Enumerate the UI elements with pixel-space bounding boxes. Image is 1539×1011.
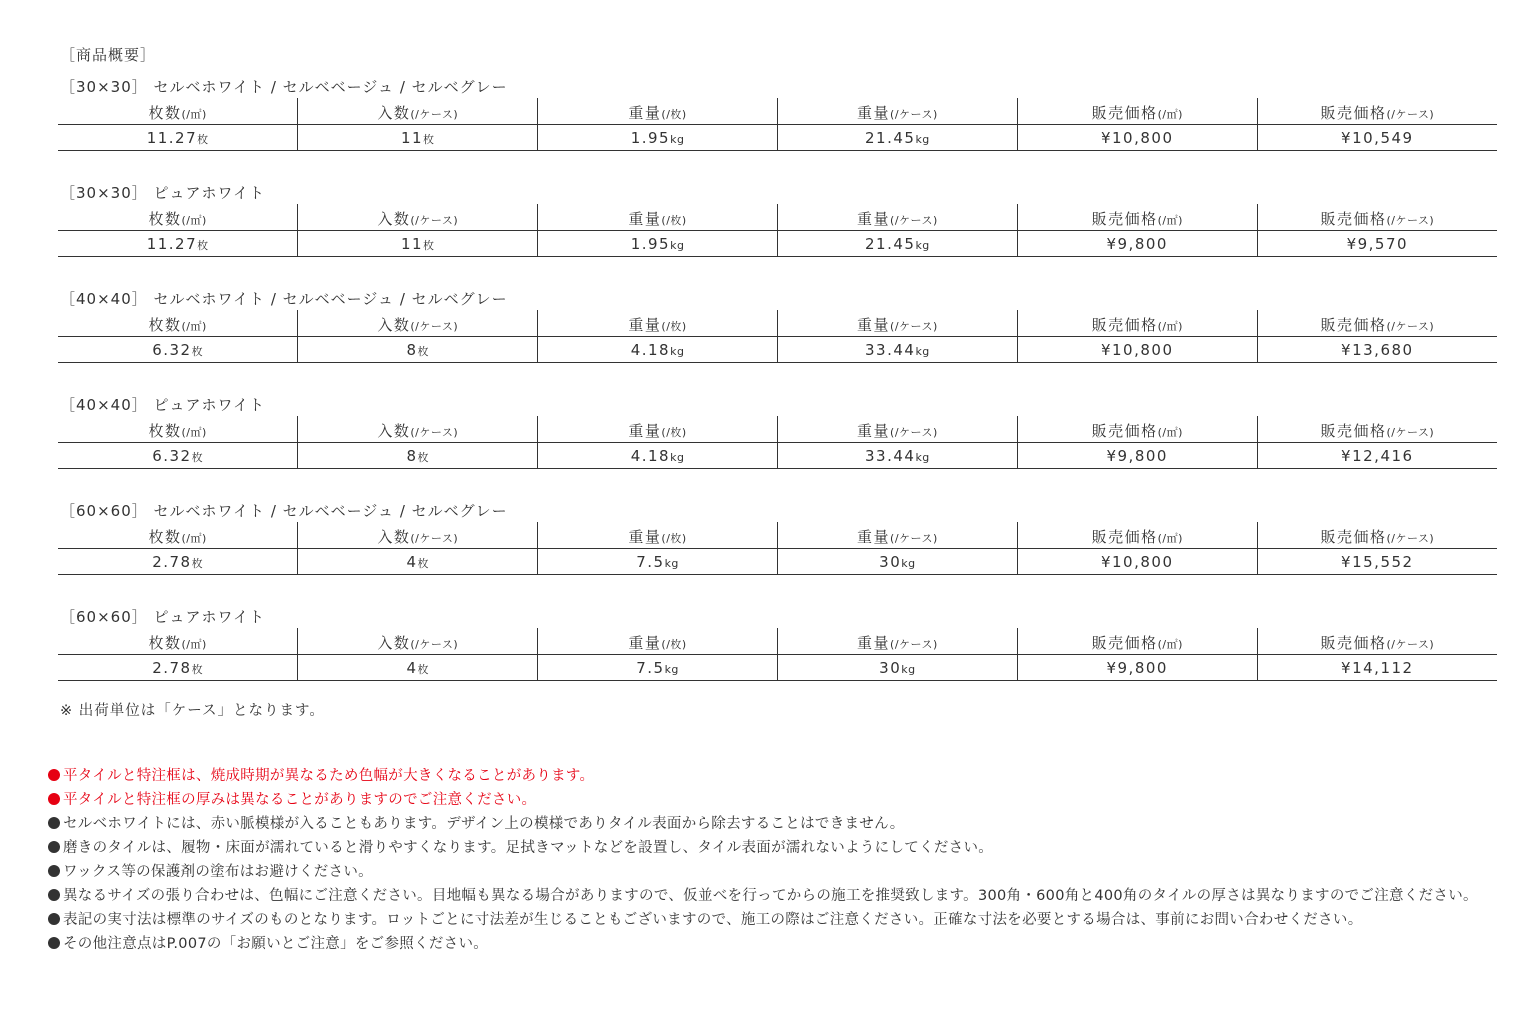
- value-cell: ¥15,552: [1257, 549, 1497, 575]
- value-cell: ¥9,800: [1017, 655, 1257, 681]
- header-cell: 販売価格(/㎡): [1017, 628, 1257, 655]
- header-cell: 枚数(/㎡): [148, 422, 207, 440]
- value-cell: 6.32枚: [58, 337, 298, 363]
- spec-section: [58, 394, 1497, 500]
- value-cell: 11枚: [298, 125, 538, 151]
- caution-item: 平タイルと特注框の厚みは異なることがありますのでご注意ください。: [48, 788, 1528, 812]
- value-cell: 4.18kg: [538, 337, 778, 363]
- header-cell: 入数(/ケース): [298, 310, 538, 337]
- header-row: [58, 522, 1497, 549]
- caution-item: ワックス等の保護剤の塗布はお避けください。: [48, 860, 1528, 884]
- red-bullet-icon: [48, 769, 60, 781]
- bullet-icon: [48, 817, 60, 829]
- value-cell: ¥10,549: [1257, 125, 1497, 151]
- header-cell: 販売価格(/㎡): [1017, 98, 1257, 125]
- header-cell: 重量(/枚): [538, 416, 778, 443]
- header-cell: 販売価格(/㎡): [1017, 522, 1257, 549]
- header-cell: 重量(/枚): [538, 522, 778, 549]
- spec-table: [58, 522, 1497, 575]
- header-cell: 枚数(/㎡): [148, 210, 207, 228]
- caution-item: その他注意点はP.007の「お願いとご注意」をご参照ください。: [48, 932, 1528, 956]
- header-cell: 販売価格(/ケース): [1257, 628, 1497, 655]
- section-title: ［30×30］ ピュアホワイト: [60, 184, 266, 202]
- value-cell: ¥9,800: [1017, 231, 1257, 257]
- caution-item: 異なるサイズの張り合わせは、色幅にご注意ください。目地幅も異なる場合がありますので、仮並べを行ってからの施工を推奨致します。300角・600角と400角のタイルの厚さは異なりますのでご注意ください。: [48, 884, 1528, 908]
- value-cell: ¥12,416: [1257, 443, 1497, 469]
- bullet-icon: [48, 889, 60, 901]
- value-cell: 4枚: [298, 655, 538, 681]
- value-cell: 1.95kg: [538, 231, 778, 257]
- section-title: ［60×60］ ピュアホワイト: [60, 608, 266, 626]
- value-row: [58, 443, 1497, 469]
- overview-title: ［商品概要］: [60, 46, 157, 64]
- header-cell: 枚数(/㎡): [148, 634, 207, 652]
- value-cell: 4枚: [298, 549, 538, 575]
- value-cell: 30kg: [777, 655, 1017, 681]
- header-cell: 重量(/枚): [538, 628, 778, 655]
- section-title: ［40×40］ ピュアホワイト: [60, 396, 266, 414]
- value-cell: 6.32枚: [58, 443, 298, 469]
- value-cell: ¥13,680: [1257, 337, 1497, 363]
- spec-sections: [58, 76, 1497, 712]
- bullet-icon: [48, 913, 60, 925]
- value-cell: 7.5kg: [538, 549, 778, 575]
- header-cell: 重量(/枚): [538, 310, 778, 337]
- header-cell: 入数(/ケース): [298, 628, 538, 655]
- value-cell: 11枚: [298, 231, 538, 257]
- value-row: [58, 125, 1497, 151]
- value-cell: 21.45kg: [777, 125, 1017, 151]
- header-row: [58, 416, 1497, 443]
- value-cell: 2.78枚: [58, 655, 298, 681]
- header-row: [58, 310, 1497, 337]
- value-cell: ¥9,800: [1017, 443, 1257, 469]
- header-cell: 販売価格(/㎡): [1017, 416, 1257, 443]
- spec-table: [58, 310, 1497, 363]
- value-cell: ¥14,112: [1257, 655, 1497, 681]
- header-cell: 重量(/ケース): [777, 522, 1017, 549]
- value-cell: ¥10,800: [1017, 337, 1257, 363]
- header-cell: 重量(/枚): [538, 204, 778, 231]
- bullet-icon: [48, 937, 60, 949]
- header-cell: 入数(/ケース): [298, 416, 538, 443]
- spec-table: [58, 628, 1497, 681]
- header-cell: 重量(/ケース): [777, 416, 1017, 443]
- caution-item: 平タイルと特注框は、焼成時期が異なるため色幅が大きくなることがあります。: [48, 764, 1528, 788]
- value-cell: 21.45kg: [777, 231, 1017, 257]
- value-row: [58, 549, 1497, 575]
- section-title: ［40×40］ セルベホワイト / セルベベージュ / セルベグレー: [60, 290, 508, 308]
- header-cell: 重量(/ケース): [777, 310, 1017, 337]
- value-cell: 7.5kg: [538, 655, 778, 681]
- value-cell: ¥10,800: [1017, 125, 1257, 151]
- caution-item: 磨きのタイルは、履物・床面が濡れていると滑りやすくなります。足拭きマットなどを設置し、タイル表面が濡れないようにしてください。: [48, 836, 1528, 860]
- value-row: [58, 655, 1497, 681]
- spec-section: [58, 76, 1497, 182]
- header-cell: 重量(/ケース): [777, 628, 1017, 655]
- spec-section: [58, 288, 1497, 394]
- header-cell: 重量(/ケース): [777, 98, 1017, 125]
- header-cell: 枚数(/㎡): [148, 528, 207, 546]
- value-cell: ¥10,800: [1017, 549, 1257, 575]
- header-cell: 入数(/ケース): [298, 204, 538, 231]
- header-cell: 販売価格(/ケース): [1257, 416, 1497, 443]
- value-cell: 33.44kg: [777, 337, 1017, 363]
- value-cell: 30kg: [777, 549, 1017, 575]
- value-row: [58, 231, 1497, 257]
- shipping-note: ※ 出荷単位は「ケース」となります。: [60, 703, 325, 719]
- spec-table: [58, 204, 1497, 257]
- header-cell: 販売価格(/㎡): [1017, 310, 1257, 337]
- header-cell: 販売価格(/ケース): [1257, 310, 1497, 337]
- caution-item: セルベホワイトには、赤い脈模様が入ることもあります。デザイン上の模様でありタイル表面から除去することはできません。: [48, 812, 1528, 836]
- header-cell: 重量(/枚): [538, 98, 778, 125]
- header-cell: 入数(/ケース): [298, 522, 538, 549]
- header-row: [58, 98, 1497, 125]
- value-cell: ¥9,570: [1257, 231, 1497, 257]
- header-cell: 重量(/ケース): [777, 204, 1017, 231]
- header-row: [58, 204, 1497, 231]
- spec-section: [58, 182, 1497, 288]
- value-cell: 2.78枚: [58, 549, 298, 575]
- bullet-icon: [48, 841, 60, 853]
- spec-section: [58, 500, 1497, 606]
- bullet-icon: [48, 865, 60, 877]
- header-cell: 販売価格(/ケース): [1257, 522, 1497, 549]
- header-cell: 枚数(/㎡): [148, 316, 207, 334]
- spec-table: [58, 416, 1497, 469]
- value-cell: 1.95kg: [538, 125, 778, 151]
- value-cell: 11.27枚: [58, 125, 298, 151]
- caution-list: [48, 764, 1528, 956]
- header-cell: 販売価格(/ケース): [1257, 98, 1497, 125]
- section-title: ［60×60］ セルベホワイト / セルベベージュ / セルベグレー: [60, 502, 508, 520]
- header-cell: 入数(/ケース): [298, 98, 538, 125]
- value-cell: 33.44kg: [777, 443, 1017, 469]
- header-cell: 販売価格(/ケース): [1257, 204, 1497, 231]
- header-row: [58, 628, 1497, 655]
- header-cell: 販売価格(/㎡): [1017, 204, 1257, 231]
- value-cell: 11.27枚: [58, 231, 298, 257]
- caution-item: 表記の実寸法は標準のサイズのものとなります。ロットごとに寸法差が生じることもございますので、施工の際はご注意ください。正確な寸法を必要とする場合は、事前にお問い合わせください。: [48, 908, 1528, 932]
- value-row: [58, 337, 1497, 363]
- value-cell: 8枚: [298, 337, 538, 363]
- header-cell: 枚数(/㎡): [148, 104, 207, 122]
- spec-section: [58, 606, 1497, 712]
- value-cell: 4.18kg: [538, 443, 778, 469]
- value-cell: 8枚: [298, 443, 538, 469]
- red-bullet-icon: [48, 793, 60, 805]
- spec-table: [58, 98, 1497, 151]
- section-title: ［30×30］ セルベホワイト / セルベベージュ / セルベグレー: [60, 78, 508, 96]
